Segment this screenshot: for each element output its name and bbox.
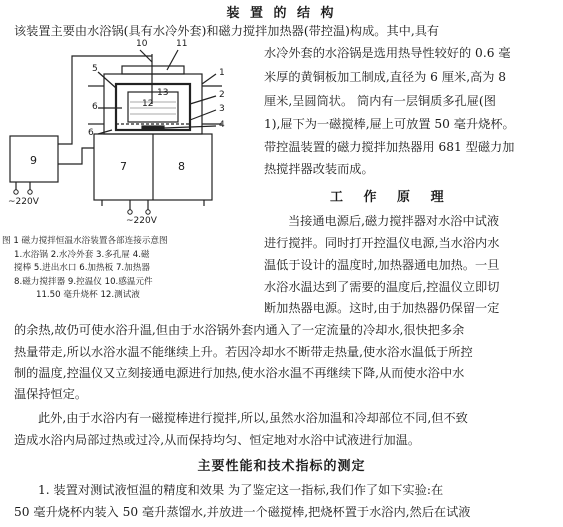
figure-caption — [2, 235, 264, 303]
caption-row: 8.磁力搅拌器 9.控温仪 10.感温元件 — [14, 276, 153, 287]
text-line: 50 毫升烧杯内装入 50 毫升蒸馏水,并放进一个磁搅棒,把烧杯置于水浴内,然后在试液 — [14, 505, 471, 519]
stirrer-label: 8 — [178, 160, 185, 173]
text-line: 造成水浴内局部过热或过冷,从而保持均匀、恒定地对水浴中试液进行加温。 — [14, 433, 421, 447]
figure-label: 2 — [219, 90, 225, 100]
text-line: 断加热器电源。这时,由于加热器仍保留一定 — [264, 301, 500, 315]
text-line: 此外,由于水浴内有一磁搅棒进行搅拌,所以,虽然水浴加温和冷却部位不同,但不致 — [38, 411, 468, 425]
text-line: 带控温装置的磁力搅拌加热器用 681 型磁力加 — [264, 140, 515, 154]
text-line: 的余热,故仍可使水浴升温,但由于水浴锅外套内通入了一定流量的冷却水,很快把多余 — [14, 323, 465, 337]
text-line: 进行搅拌。同时打开控温仪电源,当水浴内水 — [264, 236, 500, 250]
text-line: 当接通电源后,磁力搅拌器对水浴中试液 — [288, 214, 500, 228]
caption-row: 11.50 毫升烧杯 12.测试液 — [36, 290, 140, 300]
text-line: 温保持恒定。 — [14, 387, 88, 401]
section-title-structure: 装 置 的 结 构 — [226, 6, 337, 21]
caption-row: 1.水浴锅 2.水冷外套 3.多孔屉 4.磁 — [14, 249, 150, 260]
figure-label: 13 — [157, 88, 169, 98]
figure-label: 6 — [92, 102, 98, 112]
text-line: 制的温度,控温仪又立刻接通电源进行加热,使水浴水温不再继续下降,从而使水浴中水 — [14, 366, 465, 380]
figure-label: 4 — [219, 120, 225, 130]
text-line: 水冷外套的水浴锅是选用热导性较好的 0.6 毫 — [264, 46, 511, 60]
text-line: 温低于设计的温度时,加热器通电加热。一旦 — [264, 258, 500, 272]
voltage-bottom-label: ~220V — [126, 216, 157, 226]
text-line: 该装置主要由水浴锅(具有水冷外套)和磁力搅拌加热器(带控温)构成。其中,具有 — [14, 24, 440, 38]
caption-title: 图 1 磁力搅拌恒温水浴装置各部连接示意图 — [2, 236, 168, 246]
figure-label: 3 — [219, 104, 225, 114]
text-line: 米厚的黄铜板加工制成,直径为 6 厘米,高为 8 — [264, 70, 507, 84]
figure-label: 1 — [219, 68, 225, 78]
text-line: 热搅拌器改装而成。 — [264, 162, 374, 176]
figure-label: 12 — [142, 99, 154, 109]
text-line: 1. 装置对测试液恒温的精度和效果 为了鉴定这一指标,我们作了如下实验:在 — [38, 483, 444, 497]
heater-label: 7 — [120, 160, 127, 173]
apparatus-figure — [2, 39, 262, 234]
caption-row: 搅棒 5.进出水口 6.加热板 7.加热器 — [14, 263, 150, 273]
control-box-label: 9 — [30, 154, 37, 167]
section-title-principle: 工 作 原 理 — [330, 190, 452, 205]
figure-label: 11 — [176, 39, 188, 49]
text-line: 水浴水温达到了需要的温度后,控温仪立即切 — [264, 280, 500, 294]
voltage-left-label: ~220V — [8, 197, 39, 207]
section-title-performance: 主要性能和技术指标的测定 — [197, 459, 366, 474]
figure-label: 6 — [88, 128, 94, 138]
text-line: 厘米,呈圆筒状。 筒内有一层铜质多孔屉(图 — [264, 94, 496, 108]
text-line: 1),屉下为一磁搅棒,屉上可放置 50 毫升烧杯。 — [264, 117, 515, 131]
text-line: 热量带走,所以水浴水温不能继续上升。若因冷却水不断带走热量,使水浴水温低于所控 — [14, 345, 473, 359]
figure-label: 5 — [92, 64, 98, 74]
figure-label: 10 — [136, 39, 148, 49]
